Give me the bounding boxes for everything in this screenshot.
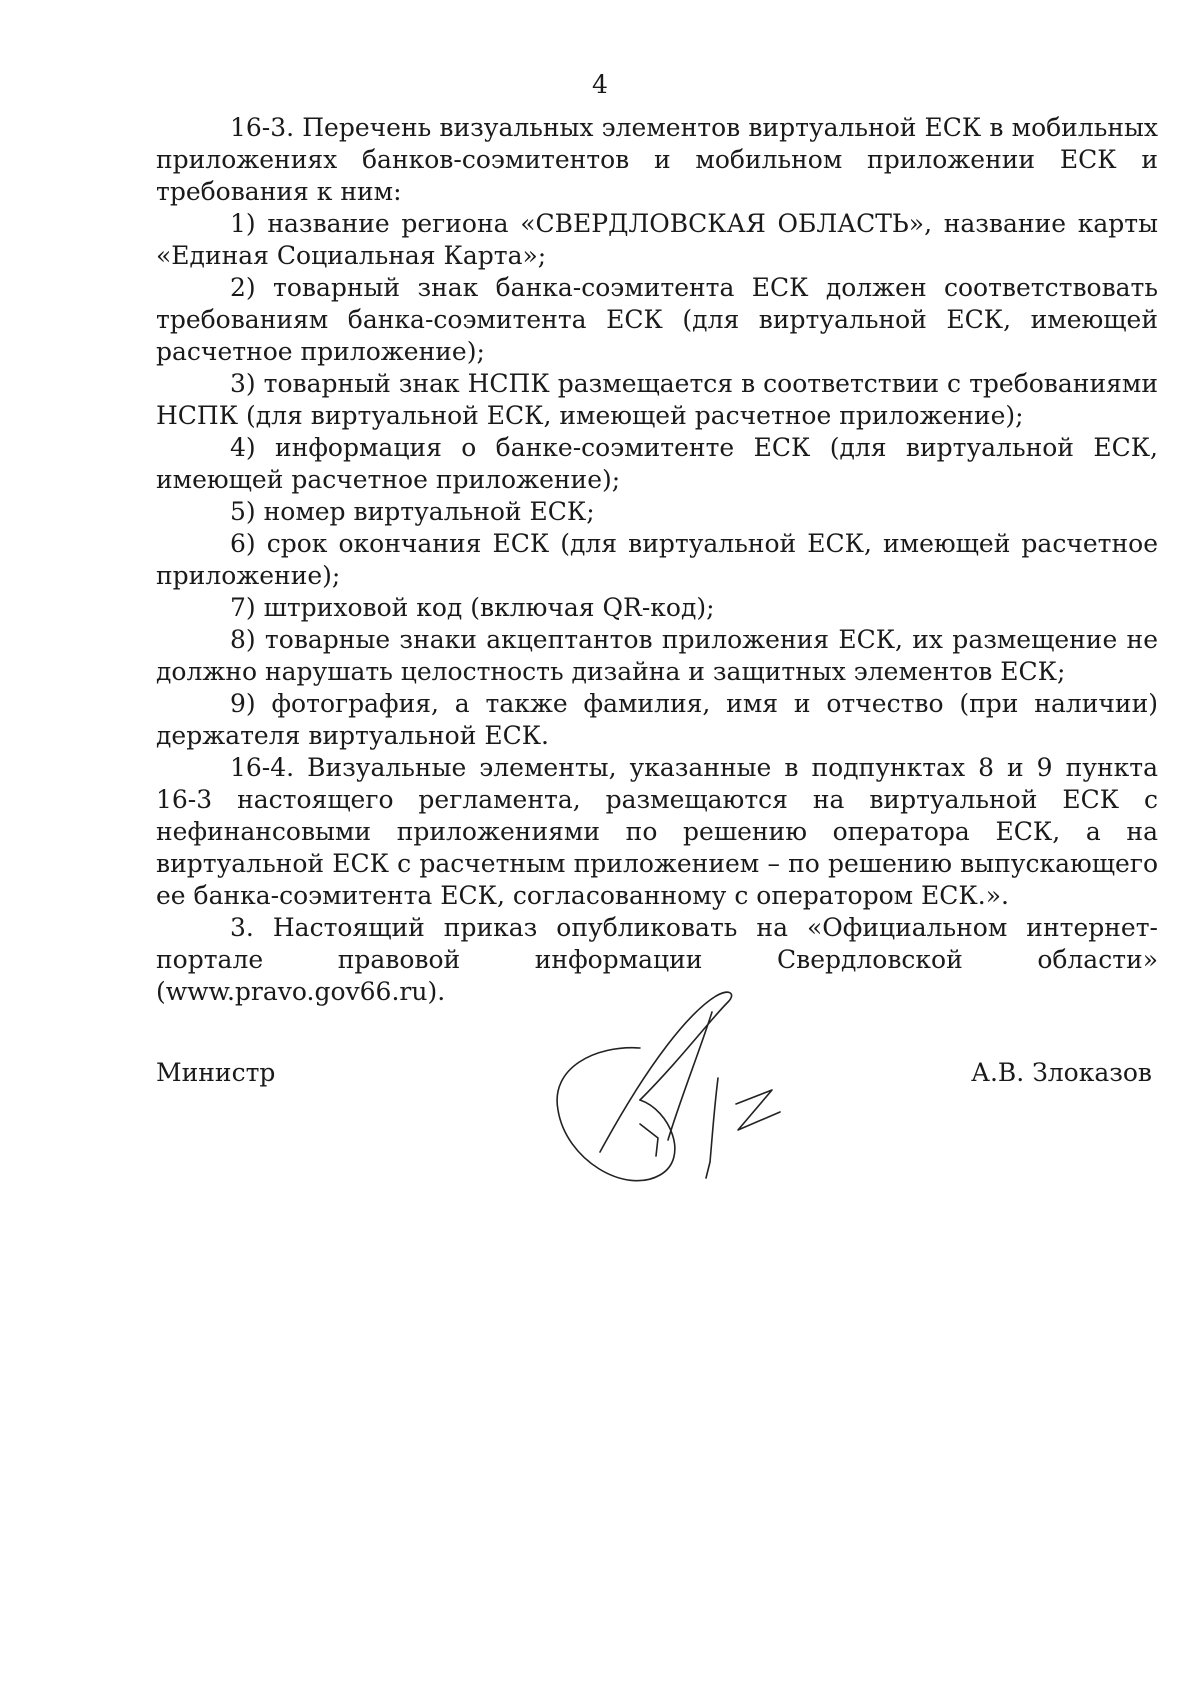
list-item-2: 2) товарный знак банка-соэмитента ЕСК должен соответствовать требованиям банка-соэмитента ЕСК (для виртуальной ЕСК, имеющей расчетное приложение); bbox=[156, 273, 1158, 366]
list-item-7: 7) штриховой код (включая QR-код); bbox=[230, 593, 715, 622]
paragraph-16-4: 16-4. Визуальные элементы, указанные в подпунктах 8 и 9 пункта 16-3 настоящего регламента, размещаются на виртуальной ЕСК с нефинансовыми приложениями по решению оператора ЕСК, а на виртуальной ЕСК с расчетным приложением – по решению выпускающего ее банка-соэмитента ЕСК, согласованному с оператором ЕСК.». bbox=[156, 753, 1158, 910]
list-item-4: 4) информация о банке-соэмитенте ЕСК (для виртуальной ЕСК, имеющей расчетное приложение); bbox=[156, 433, 1158, 494]
signatory-name: А.В. Злоказов bbox=[971, 1058, 1152, 1087]
list-item-6: 6) срок окончания ЕСК (для виртуальной ЕСК, имеющей расчетное приложение); bbox=[156, 529, 1158, 590]
signatory-role: Министр bbox=[156, 1058, 276, 1087]
handwritten-signature bbox=[540, 990, 860, 1240]
list-item-8: 8) товарные знаки акцептантов приложения ЕСК, их размещение не должно нарушать целостность дизайна и защитных элементов ЕСК; bbox=[156, 625, 1158, 686]
paragraph-16-3: 16-3. Перечень визуальных элементов виртуальной ЕСК в мобильных приложениях банков-соэмитентов и мобильном приложении ЕСК и требования к ним: bbox=[156, 113, 1158, 206]
page-number: 4 bbox=[592, 70, 608, 99]
paragraph-3-publication: 3. Настоящий приказ опубликовать на «Официальном интернет-портале правовой информации Свердловской области» (www.pravo.gov66.ru). bbox=[156, 913, 1158, 1006]
list-item-9: 9) фотография, а также фамилия, имя и отчество (при наличии) держателя виртуальной ЕСК. bbox=[156, 689, 1158, 750]
document-body bbox=[156, 112, 1158, 1008]
list-item-3: 3) товарный знак НСПК размещается в соответствии с требованиями НСПК (для виртуальной ЕСК, имеющей расчетное приложение); bbox=[156, 369, 1158, 430]
list-item-1: 1) название региона «СВЕРДЛОВСКАЯ ОБЛАСТЬ», название карты «Единая Социальная Карта»; bbox=[156, 209, 1158, 270]
list-item-5: 5) номер виртуальной ЕСК; bbox=[230, 497, 595, 526]
